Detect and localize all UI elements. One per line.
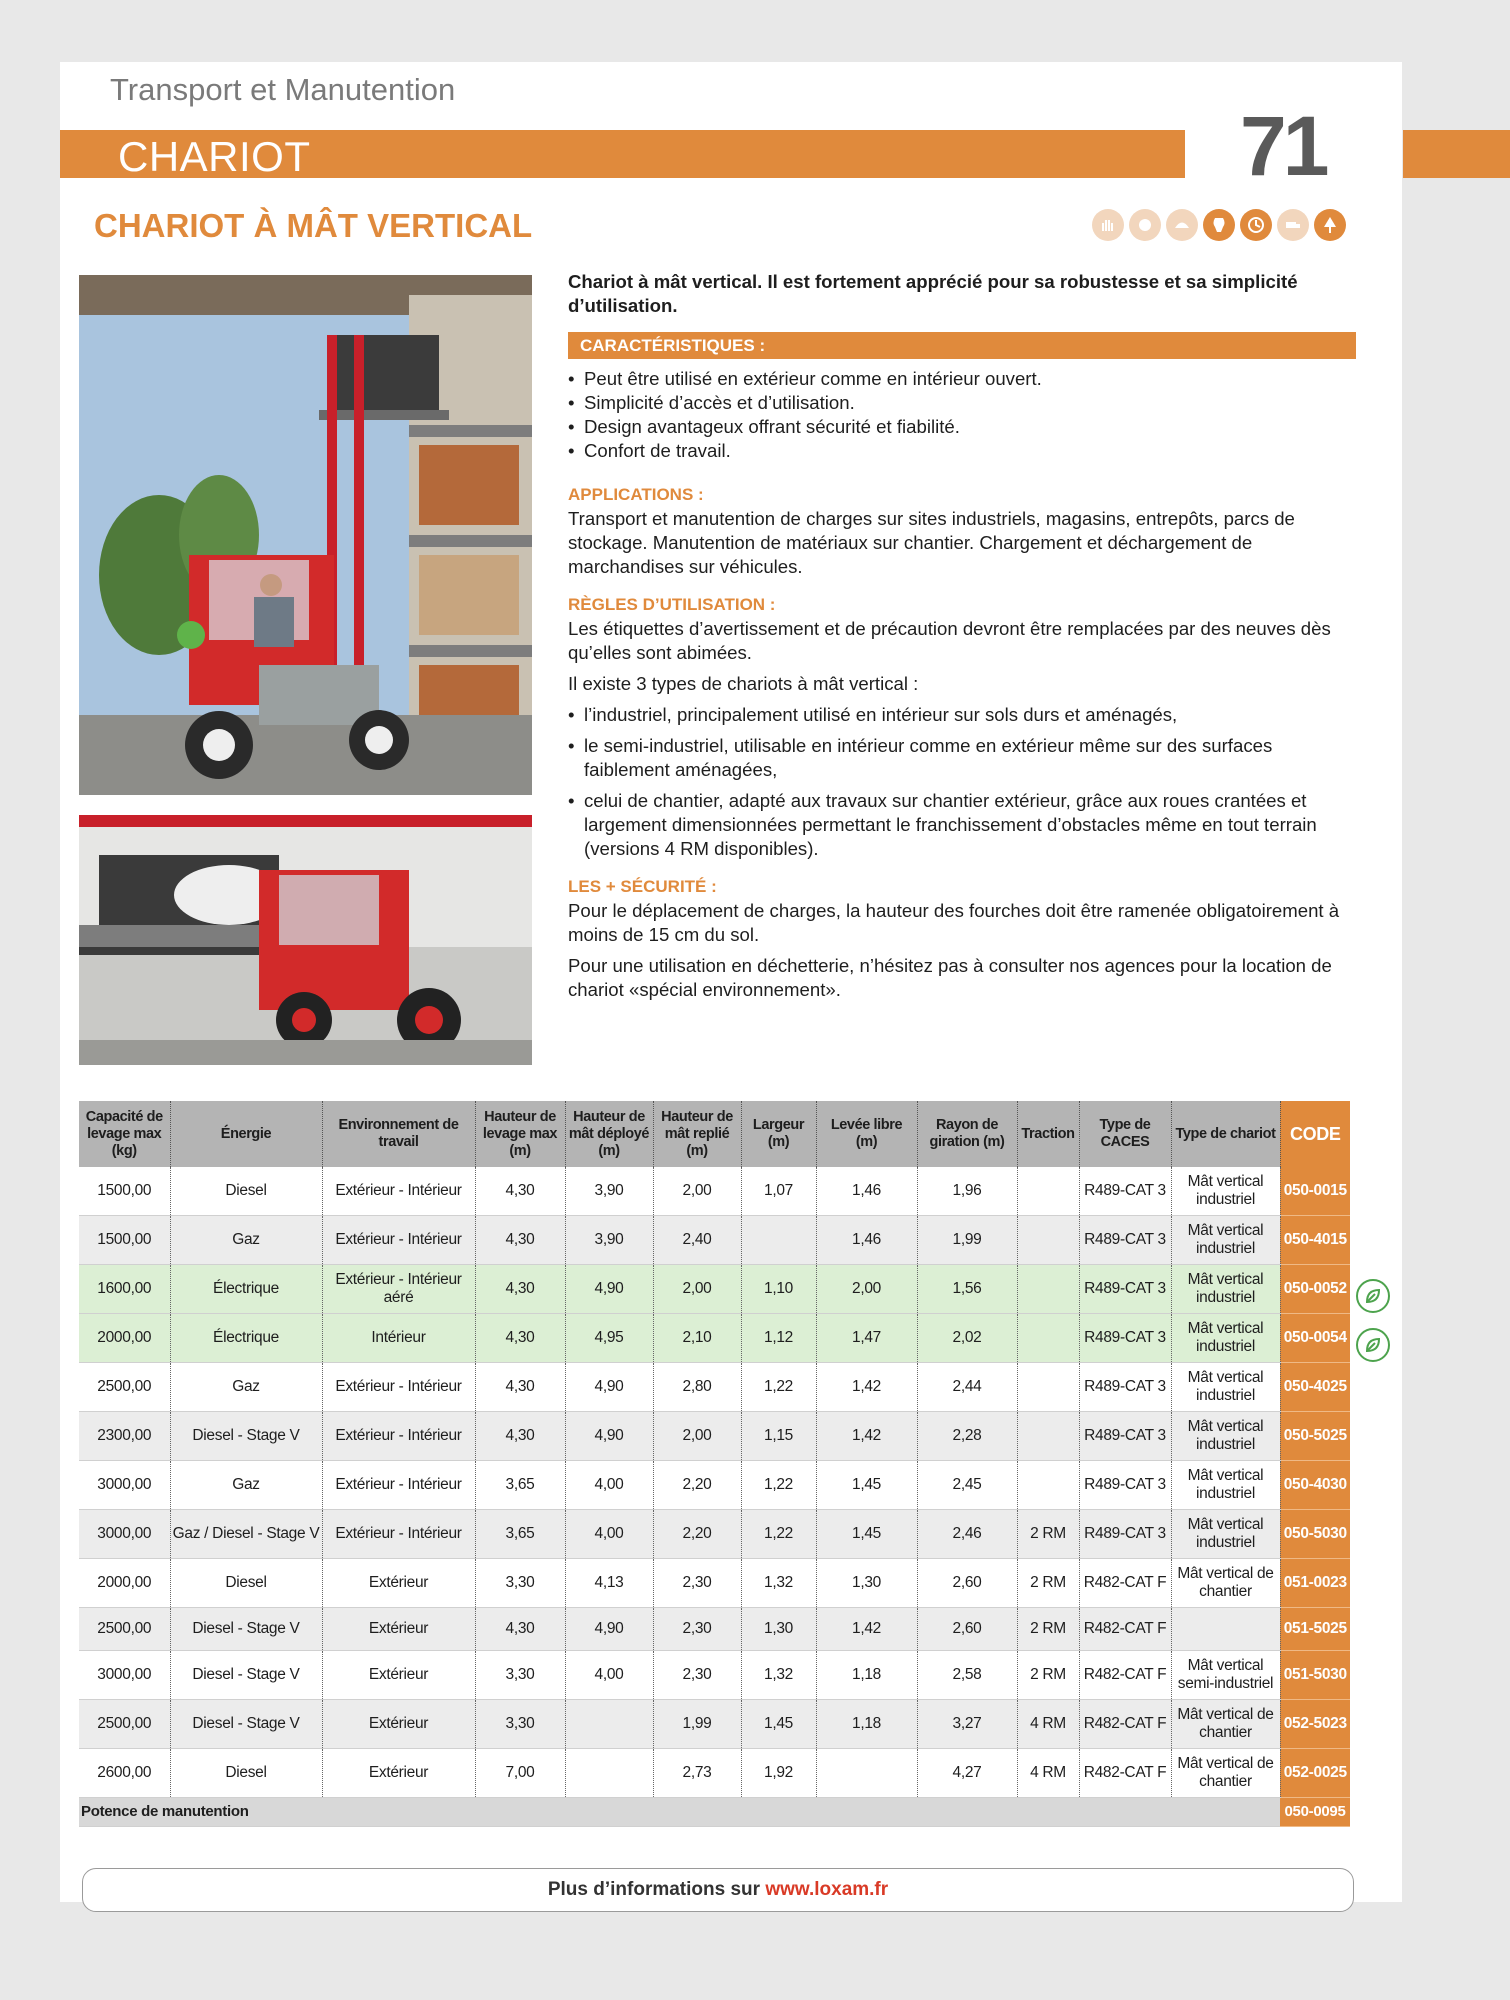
environment-cell: Intérieur	[322, 1314, 475, 1363]
forklift-type-cell: Mât vertical industriel	[1171, 1461, 1280, 1510]
width-cell: 1,30	[741, 1608, 816, 1651]
caces-cell: R482-CAT F	[1079, 1700, 1171, 1749]
environment-cell: Extérieur	[322, 1651, 475, 1700]
width-cell: 1,32	[741, 1651, 816, 1700]
capacity-cell: 2000,00	[79, 1559, 170, 1608]
lift-height-cell: 4,30	[475, 1608, 565, 1651]
tree-icon	[1314, 209, 1346, 241]
energy-cell: Diesel - Stage V	[170, 1700, 322, 1749]
mast-retracted-cell: 2,00	[653, 1167, 741, 1216]
lift-height-cell: 7,00	[475, 1749, 565, 1798]
mast-extended-cell: 4,90	[565, 1608, 653, 1651]
energy-cell: Diesel	[170, 1559, 322, 1608]
code-cell: 050-0095	[1280, 1798, 1350, 1827]
forklift-type-cell: Mât vertical de chantier	[1171, 1749, 1280, 1798]
forklift-type-cell: Mât vertical industriel	[1171, 1314, 1280, 1363]
free-lift-cell	[816, 1749, 917, 1798]
list-item: • l’industriel, principalement utilisé en intérieur sur sols durs et aménagés,	[568, 703, 1356, 727]
mast-retracted-cell: 2,40	[653, 1216, 741, 1265]
mast-retracted-cell: 2,00	[653, 1412, 741, 1461]
mast-extended-cell: 3,90	[565, 1167, 653, 1216]
mast-extended-cell: 4,90	[565, 1363, 653, 1412]
list-item: • Design avantageux offrant sécurité et fiabilité.	[568, 415, 1356, 439]
col-header: Traction	[1017, 1101, 1079, 1167]
traction-cell: 4 RM	[1017, 1700, 1079, 1749]
code-cell: 050-5030	[1280, 1510, 1350, 1559]
mast-retracted-cell: 2,30	[653, 1608, 741, 1651]
forklift-photo-truck	[79, 815, 532, 1065]
types-intro: Il existe 3 types de chariots à mât vertical :	[568, 673, 919, 694]
lift-height-cell: 4,30	[475, 1314, 565, 1363]
table-body	[79, 1167, 1350, 1827]
traction-cell: 2 RM	[1017, 1559, 1079, 1608]
spec-table	[79, 1101, 1350, 1827]
table-row	[79, 1510, 1350, 1559]
forklift-type-cell: Mât vertical de chantier	[1171, 1700, 1280, 1749]
caces-cell: R482-CAT F	[1079, 1651, 1171, 1700]
caces-cell: R489-CAT 3	[1079, 1412, 1171, 1461]
energy-cell: Diesel	[170, 1749, 322, 1798]
forklift-type-cell: Mât vertical de chantier	[1171, 1559, 1280, 1608]
code-cell: 050-4025	[1280, 1363, 1350, 1412]
eco-leaf-icon	[1356, 1328, 1390, 1362]
width-cell: 1,32	[741, 1559, 816, 1608]
tools-icon	[1203, 209, 1235, 241]
width-cell: 1,22	[741, 1461, 816, 1510]
table-row	[79, 1265, 1350, 1314]
mast-retracted-cell: 2,30	[653, 1559, 741, 1608]
environment-cell: Extérieur	[322, 1608, 475, 1651]
forklift-type-cell: Mât vertical industriel	[1171, 1216, 1280, 1265]
lift-height-cell: 4,30	[475, 1412, 565, 1461]
traction-cell: 2 RM	[1017, 1608, 1079, 1651]
col-header: Énergie	[170, 1101, 322, 1167]
lift-height-cell: 4,30	[475, 1265, 565, 1314]
code-cell: 051-5030	[1280, 1651, 1350, 1700]
caces-cell: R482-CAT F	[1079, 1559, 1171, 1608]
mast-extended-cell: 4,90	[565, 1412, 653, 1461]
traction-cell: 2 RM	[1017, 1510, 1079, 1559]
capacity-cell: 2500,00	[79, 1700, 170, 1749]
capacity-cell: 2500,00	[79, 1363, 170, 1412]
energy-cell: Diesel - Stage V	[170, 1412, 322, 1461]
capacity-cell: 2600,00	[79, 1749, 170, 1798]
table-row	[79, 1651, 1350, 1700]
turning-radius-cell: 2,28	[917, 1412, 1017, 1461]
capacity-cell: 1500,00	[79, 1167, 170, 1216]
lift-height-cell: 3,30	[475, 1700, 565, 1749]
col-header: Capacité de levage max (kg)	[79, 1101, 170, 1167]
free-lift-cell: 2,00	[816, 1265, 917, 1314]
turning-radius-cell: 2,60	[917, 1608, 1017, 1651]
turning-radius-cell: 2,45	[917, 1461, 1017, 1510]
capacity-cell: 1500,00	[79, 1216, 170, 1265]
environment-cell: Extérieur	[322, 1559, 475, 1608]
free-lift-cell: 1,46	[816, 1216, 917, 1265]
traction-cell	[1017, 1461, 1079, 1510]
traction-cell	[1017, 1265, 1079, 1314]
free-lift-cell: 1,18	[816, 1700, 917, 1749]
forklift-type-cell: Mât vertical industriel	[1171, 1265, 1280, 1314]
energy-cell: Gaz	[170, 1363, 322, 1412]
free-lift-cell: 1,18	[816, 1651, 917, 1700]
environment-cell: Extérieur - Intérieur	[322, 1461, 475, 1510]
table-header-row	[79, 1101, 1350, 1167]
traction-cell: 4 RM	[1017, 1749, 1079, 1798]
turning-radius-cell: 2,02	[917, 1314, 1017, 1363]
traction-cell	[1017, 1363, 1079, 1412]
col-header: Hauteur de mât déployé (m)	[565, 1101, 653, 1167]
free-lift-cell: 1,42	[816, 1363, 917, 1412]
table-row	[79, 1461, 1350, 1510]
table-row	[79, 1363, 1350, 1412]
environment-cell: Extérieur	[322, 1749, 475, 1798]
capacity-cell: 3000,00	[79, 1510, 170, 1559]
environment-cell: Extérieur	[322, 1700, 475, 1749]
energy-cell: Gaz	[170, 1461, 322, 1510]
mast-extended-cell	[565, 1700, 653, 1749]
width-cell: 1,22	[741, 1363, 816, 1412]
regles-text: Les étiquettes d’avertissement et de précaution devront être remplacées par des neuves dès qu’elles sont abimées.	[568, 618, 1331, 663]
free-lift-cell: 1,42	[816, 1412, 917, 1461]
list-item: • celui de chantier, adapté aux travaux sur chantier extérieur, grâce aux roues crantées et largement dimensionnées permettant le franchissement d’obstacles même en tout terrain (versions 4 RM disponibles).	[568, 789, 1356, 861]
capacity-cell: 2500,00	[79, 1608, 170, 1651]
table-row	[79, 1216, 1350, 1265]
forklift-type-cell: Mât vertical semi-industriel	[1171, 1651, 1280, 1700]
mast-extended-cell: 3,90	[565, 1216, 653, 1265]
description-column	[568, 270, 1356, 1002]
securite-heading: LES + SÉCURITÉ :	[568, 877, 717, 896]
traction-cell	[1017, 1412, 1079, 1461]
mast-retracted-cell: 2,20	[653, 1510, 741, 1559]
mast-retracted-cell: 2,00	[653, 1265, 741, 1314]
lift-height-cell: 3,65	[475, 1461, 565, 1510]
width-cell: 1,15	[741, 1412, 816, 1461]
turning-radius-cell: 2,44	[917, 1363, 1017, 1412]
free-lift-cell: 1,30	[816, 1559, 917, 1608]
free-lift-cell: 1,47	[816, 1314, 917, 1363]
table-row	[79, 1749, 1350, 1798]
mast-retracted-cell: 2,80	[653, 1363, 741, 1412]
traction-cell: 2 RM	[1017, 1651, 1079, 1700]
code-cell: 052-5023	[1280, 1700, 1350, 1749]
mast-retracted-cell: 2,20	[653, 1461, 741, 1510]
website-link[interactable]: www.loxam.fr	[765, 1879, 889, 1900]
environment-cell: Extérieur - Intérieur aéré	[322, 1265, 475, 1314]
intro-text: Chariot à mât vertical. Il est fortement apprécié pour sa robustesse et sa simplicité d’utilisation.	[568, 271, 1298, 316]
width-cell: 1,22	[741, 1510, 816, 1559]
footer-label-cell: Potence de manutention	[79, 1798, 1280, 1827]
table-row	[79, 1412, 1350, 1461]
securite-text-1: Pour le déplacement de charges, la hauteur des fourches doit être ramenée obligatoirement à moins de 15 cm du sol.	[568, 900, 1340, 945]
mast-extended-cell: 4,90	[565, 1265, 653, 1314]
caces-cell: R482-CAT F	[1079, 1749, 1171, 1798]
caces-cell: R489-CAT 3	[1079, 1167, 1171, 1216]
list-item: • le semi-industriel, utilisable en intérieur comme en extérieur même sur des surfaces faiblement aménagées,	[568, 734, 1356, 782]
col-header: Hauteur de mât replié (m)	[653, 1101, 741, 1167]
capacity-cell: 1600,00	[79, 1265, 170, 1314]
list-item: • Simplicité d’accès et d’utilisation.	[568, 391, 1356, 415]
applications-heading: APPLICATIONS :	[568, 485, 704, 504]
free-lift-cell: 1,45	[816, 1461, 917, 1510]
traction-cell	[1017, 1314, 1079, 1363]
turning-radius-cell: 1,56	[917, 1265, 1017, 1314]
eco-leaf-icon	[1356, 1279, 1390, 1313]
col-header: Type de CACES	[1079, 1101, 1171, 1167]
environment-cell: Extérieur - Intérieur	[322, 1167, 475, 1216]
energy-cell: Gaz / Diesel - Stage V	[170, 1510, 322, 1559]
col-header: Environnement de travail	[322, 1101, 475, 1167]
clock-icon	[1240, 209, 1272, 241]
table-row	[79, 1608, 1350, 1651]
environment-cell: Extérieur - Intérieur	[322, 1216, 475, 1265]
width-cell: 1,92	[741, 1749, 816, 1798]
energy-cell: Gaz	[170, 1216, 322, 1265]
caces-cell: R489-CAT 3	[1079, 1265, 1171, 1314]
energy-cell: Diesel - Stage V	[170, 1651, 322, 1700]
forklift-type-cell: Mât vertical industriel	[1171, 1167, 1280, 1216]
applications-text: Transport et manutention de charges sur sites industriels, magasins, entrepôts, parcs de stockage. Manutention de matériaux sur chantier. Chargement et déchargement de marchandises sur véhicules.	[568, 508, 1295, 577]
lift-height-cell: 3,30	[475, 1651, 565, 1700]
code-cell: 050-4030	[1280, 1461, 1350, 1510]
turning-radius-cell: 4,27	[917, 1749, 1017, 1798]
capacity-cell: 3000,00	[79, 1651, 170, 1700]
free-lift-cell: 1,46	[816, 1167, 917, 1216]
energy-cell: Électrique	[170, 1314, 322, 1363]
category-title: CHARIOT	[118, 133, 311, 180]
capacity-cell: 2000,00	[79, 1314, 170, 1363]
forklift-type-cell	[1171, 1608, 1280, 1651]
energy-cell: Diesel - Stage V	[170, 1608, 322, 1651]
environment-cell: Extérieur - Intérieur	[322, 1363, 475, 1412]
width-cell: 1,07	[741, 1167, 816, 1216]
caces-cell: R489-CAT 3	[1079, 1461, 1171, 1510]
energy-cell: Diesel	[170, 1167, 322, 1216]
turning-radius-cell: 2,46	[917, 1510, 1017, 1559]
code-cell: 052-0025	[1280, 1749, 1350, 1798]
col-header: Rayon de giration (m)	[917, 1101, 1017, 1167]
table-row	[79, 1559, 1350, 1608]
forklift-type-cell: Mât vertical industriel	[1171, 1363, 1280, 1412]
environment-cell: Extérieur - Intérieur	[322, 1412, 475, 1461]
code-cell: 050-0015	[1280, 1167, 1350, 1216]
width-cell	[741, 1216, 816, 1265]
caracteristiques-heading: CARACTÉRISTIQUES :	[568, 332, 1356, 359]
footer-text: Plus d’informations sur	[547, 1879, 761, 1900]
product-title: CHARIOT À MÂT VERTICAL	[94, 207, 533, 244]
footer-banner	[82, 1868, 1354, 1912]
environment-cell: Extérieur - Intérieur	[322, 1510, 475, 1559]
code-cell: 050-0052	[1280, 1265, 1350, 1314]
section-label: Transport et Manutention	[110, 72, 456, 107]
table-row	[79, 1314, 1350, 1363]
lift-height-cell: 4,30	[475, 1216, 565, 1265]
code-cell: 050-5025	[1280, 1412, 1350, 1461]
lift-height-cell: 4,30	[475, 1363, 565, 1412]
mast-extended-cell: 4,00	[565, 1461, 653, 1510]
regles-heading: RÈGLES D’UTILISATION :	[568, 595, 776, 614]
mast-extended-cell: 4,13	[565, 1559, 653, 1608]
col-header-code: CODE	[1280, 1101, 1350, 1167]
mast-retracted-cell: 2,30	[653, 1651, 741, 1700]
energy-cell: Électrique	[170, 1265, 322, 1314]
lift-height-cell: 3,65	[475, 1510, 565, 1559]
caces-cell: R489-CAT 3	[1079, 1216, 1171, 1265]
traction-cell	[1017, 1167, 1079, 1216]
width-cell: 1,12	[741, 1314, 816, 1363]
lift-height-cell: 3,30	[475, 1559, 565, 1608]
table-footer-row	[79, 1798, 1350, 1827]
width-cell: 1,10	[741, 1265, 816, 1314]
code-cell: 050-0054	[1280, 1314, 1350, 1363]
code-cell: 051-5025	[1280, 1608, 1350, 1651]
turning-radius-cell: 1,96	[917, 1167, 1017, 1216]
code-cell: 050-4015	[1280, 1216, 1350, 1265]
col-header: Type de chariot	[1171, 1101, 1280, 1167]
caces-cell: R482-CAT F	[1079, 1608, 1171, 1651]
table-row	[79, 1700, 1350, 1749]
traction-cell	[1017, 1216, 1079, 1265]
mast-extended-cell: 4,95	[565, 1314, 653, 1363]
col-header: Levée libre (m)	[816, 1101, 917, 1167]
page-number: 71	[1240, 99, 1326, 193]
free-lift-cell: 1,42	[816, 1608, 917, 1651]
mast-extended-cell	[565, 1749, 653, 1798]
free-lift-cell: 1,45	[816, 1510, 917, 1559]
list-item: • Confort de travail.	[568, 439, 1356, 463]
col-header: Hauteur de levage max (m)	[475, 1101, 565, 1167]
caces-cell: R489-CAT 3	[1079, 1363, 1171, 1412]
col-header: Largeur (m)	[741, 1101, 816, 1167]
capacity-cell: 2300,00	[79, 1412, 170, 1461]
lift-height-cell: 4,30	[475, 1167, 565, 1216]
mast-extended-cell: 4,00	[565, 1651, 653, 1700]
category-bar	[60, 130, 1185, 178]
code-cell: 051-0023	[1280, 1559, 1350, 1608]
truck-icon	[1277, 209, 1309, 241]
page-tab	[1403, 130, 1510, 178]
mast-extended-cell: 4,00	[565, 1510, 653, 1559]
caces-cell: R489-CAT 3	[1079, 1510, 1171, 1559]
mast-retracted-cell: 1,99	[653, 1700, 741, 1749]
capacity-cell: 3000,00	[79, 1461, 170, 1510]
hand-icon	[1092, 209, 1124, 241]
turning-radius-cell: 3,27	[917, 1700, 1017, 1749]
forklift-photo-warehouse	[79, 275, 532, 795]
forklift-type-cell: Mât vertical industriel	[1171, 1510, 1280, 1559]
forklift-type-cell: Mât vertical industriel	[1171, 1412, 1280, 1461]
securite-text-2: Pour une utilisation en déchetterie, n’hésitez pas à consulter nos agences pour la location de chariot «spécial environnement».	[568, 955, 1332, 1000]
caces-cell: R489-CAT 3	[1079, 1314, 1171, 1363]
drill-icon	[1129, 209, 1161, 241]
turning-radius-cell: 2,60	[917, 1559, 1017, 1608]
table-row	[79, 1167, 1350, 1216]
helmet-icon	[1166, 209, 1198, 241]
width-cell: 1,45	[741, 1700, 816, 1749]
turning-radius-cell: 1,99	[917, 1216, 1017, 1265]
caracteristiques-list	[568, 367, 1356, 463]
mast-retracted-cell: 2,10	[653, 1314, 741, 1363]
types-list	[568, 703, 1356, 861]
mast-retracted-cell: 2,73	[653, 1749, 741, 1798]
turning-radius-cell: 2,58	[917, 1651, 1017, 1700]
list-item: • Peut être utilisé en extérieur comme en intérieur ouvert.	[568, 367, 1356, 391]
pictogram-strip	[1092, 209, 1346, 241]
